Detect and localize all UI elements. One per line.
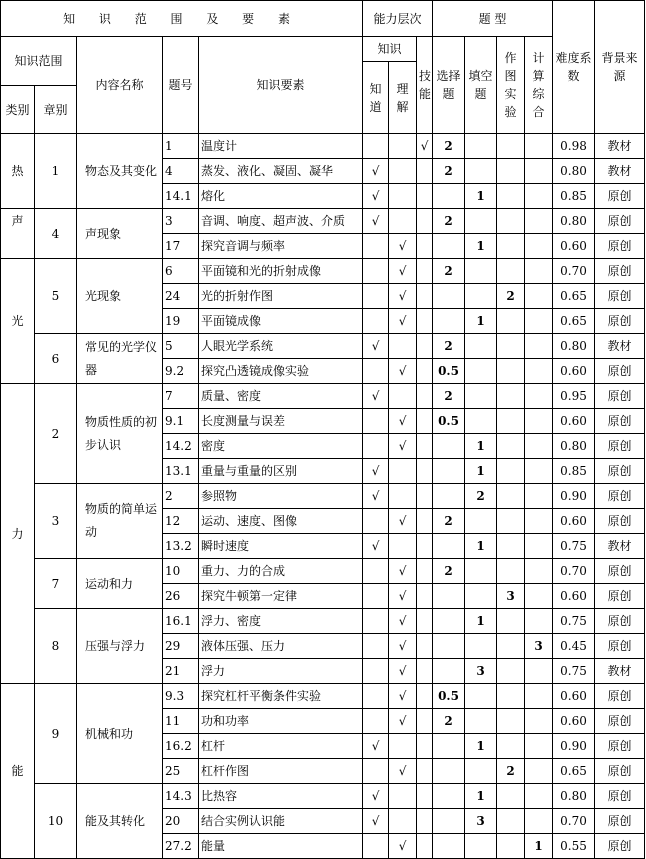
table-row: 能 9 机械和功 9.3 探究杠杆平衡条件实验 √ 0.5 0.60 原创 [1,684,645,709]
chapter-number: 8 [35,609,77,684]
table-row: 力 2 物质性质的初步认识 7 质量、密度 √ 2 0.95 原创 [1,384,645,409]
table-row: 11 功和功率 √ 2 0.60 原创 [1,709,645,734]
chapter-number: 3 [35,484,77,559]
table-row: 13.2 瞬时速度 √ 1 0.75 教材 [1,534,645,559]
header-difficulty: 难度系数 [553,1,595,134]
header-knowledge-scope: 知识范围 [1,37,77,86]
chapter-number: 6 [35,334,77,384]
header-question-no: 题号 [163,37,199,134]
chapter-name: 物质性质的初步认识 [77,384,163,484]
header-drawing: 作图实验 [497,37,525,134]
chapter-number: 2 [35,384,77,484]
header-knowledge: 知识 [363,37,417,62]
table-row: 27.2 能量 √ 1 0.55 原创 [1,834,645,859]
table-row: 24 光的折射作图 √ 2 0.65 原创 [1,284,645,309]
table-row: 4 蒸发、液化、凝固、凝华 √ 2 0.80 教材 [1,159,645,184]
table-row: 29 液体压强、压力 √ 3 0.45 原创 [1,634,645,659]
table-row: 26 探究牛顿第一定律 √ 3 0.60 原创 [1,584,645,609]
table-row: 16.2 杠杆 √ 1 0.90 原创 [1,734,645,759]
table-row: 声 4 声现象 3 音调、响度、超声波、介质 √ 2 0.80 原创 [1,209,645,234]
chapter-name: 光现象 [77,259,163,334]
header-skill: 技能 [417,37,433,134]
table-row: 14.1 熔化 √ 1 0.85 原创 [1,184,645,209]
table-row: 10 能及其转化 14.3 比热容 √ 1 0.80 原创 [1,784,645,809]
header-choice: 选择题 [433,37,465,134]
chapter-name: 运动和力 [77,559,163,609]
header-calc: 计算综合 [525,37,553,134]
table-row: 3 物质的简单运动 2 参照物 √ 2 0.90 原创 [1,484,645,509]
table-row: 12 运动、速度、图像 √ 2 0.60 原创 [1,509,645,534]
chapter-name: 物质的简单运动 [77,484,163,559]
table-row: 9.1 长度测量与误差 √ 0.5 0.60 原创 [1,409,645,434]
category-cell: 能 [1,684,35,859]
table-row: 光 5 光现象 6 平面镜和光的折射成像 √ 2 0.70 原创 [1,259,645,284]
chapter-number: 4 [35,209,77,259]
header-ability-title: 能力层次 [363,1,433,37]
header-source: 背景来源 [595,1,645,134]
chapter-name: 常见的光学仪器 [77,334,163,384]
chapter-name: 声现象 [77,209,163,259]
table-row: 17 探究音调与频率 √ 1 0.60 原创 [1,234,645,259]
header-scope-title: 知 识 范 围 及 要 素 [1,1,363,37]
chapter-name: 机械和功 [77,684,163,784]
category-cell: 光 [1,259,35,384]
table-row: 热 1 物态及其变化 1 温度计 √ 2 0.98 教材 [1,134,645,159]
table-row: 7 运动和力 10 重力、力的合成 √ 2 0.70 原创 [1,559,645,584]
table-row: 6 常见的光学仪器 5 人眼光学系统 √ 2 0.80 教材 [1,334,645,359]
chapter-name: 压强与浮力 [77,609,163,684]
header-knowledge-elements: 知识要素 [199,37,363,134]
chapter-number: 7 [35,559,77,609]
category-cell: 热 [1,134,35,209]
table-row: 20 结合实例认识能 √ 3 0.70 原创 [1,809,645,834]
category-cell: 声 [1,209,35,259]
table-row: 9.2 探究凸透镜成像实验 √ 0.5 0.60 原创 [1,359,645,384]
header-content-name: 内容名称 [77,37,163,134]
header-understand: 理解 [389,62,417,134]
header-chapter: 章别 [35,86,77,134]
chapter-name: 能及其转化 [77,784,163,859]
chapter-number: 9 [35,684,77,784]
header-question-type-title: 题 型 [433,1,553,37]
table-row: 25 杠杆作图 √ 2 0.65 原创 [1,759,645,784]
table-row: 13.1 重量与重量的区别 √ 1 0.85 原创 [1,459,645,484]
chapter-number: 10 [35,784,77,859]
table-row: 8 压强与浮力 16.1 浮力、密度 √ 1 0.75 原创 [1,609,645,634]
table-row: 14.2 密度 √ 1 0.80 原创 [1,434,645,459]
table-row: 19 平面镜成像 √ 1 0.65 原创 [1,309,645,334]
header-know: 知道 [363,62,389,134]
category-cell: 力 [1,384,35,684]
header-category: 类别 [1,86,35,134]
header-fill: 填空题 [465,37,497,134]
table-row: 21 浮力 √ 3 0.75 教材 [1,659,645,684]
chapter-number: 5 [35,259,77,334]
chapter-name: 物态及其变化 [77,134,163,209]
chapter-number: 1 [35,134,77,209]
